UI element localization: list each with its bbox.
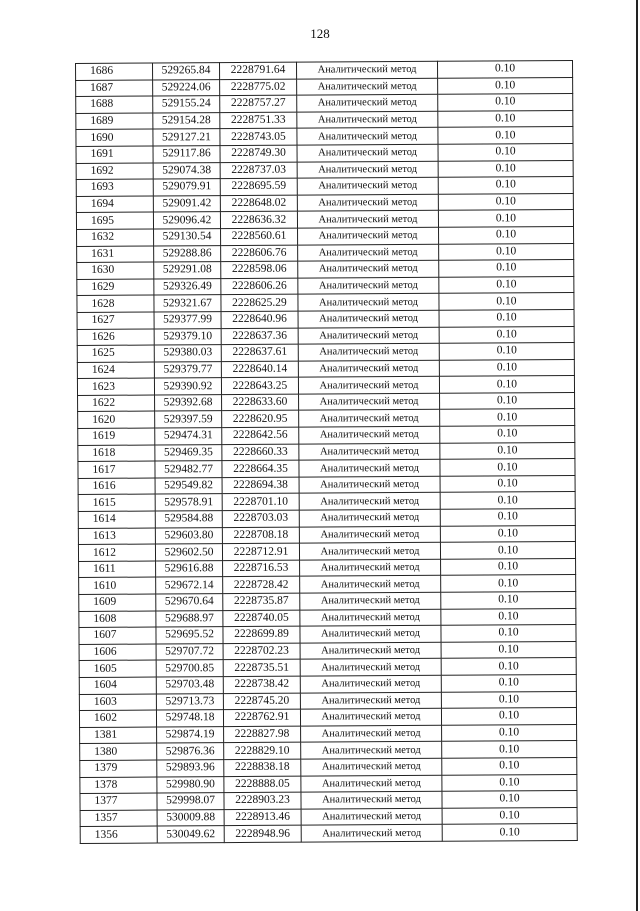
point-number-cell: 1615 bbox=[78, 494, 155, 511]
accuracy-cell: 0.10 bbox=[441, 691, 576, 708]
point-number-cell: 1627 bbox=[77, 312, 154, 329]
accuracy-cell: 0.10 bbox=[440, 459, 575, 476]
y-coordinate-cell: 2228637.36 bbox=[221, 328, 298, 345]
method-cell: Аналитический метод bbox=[298, 377, 439, 394]
method-cell: Аналитический метод bbox=[297, 94, 438, 111]
accuracy-cell: 0.10 bbox=[442, 757, 577, 774]
y-coordinate-cell: 2228749.30 bbox=[220, 145, 297, 162]
point-number-cell: 1616 bbox=[78, 478, 155, 495]
method-cell: Аналитический метод bbox=[299, 410, 440, 427]
method-cell: Аналитический метод bbox=[297, 144, 438, 161]
point-number-cell: 1356 bbox=[80, 826, 157, 843]
accuracy-cell: 0.10 bbox=[440, 426, 575, 443]
x-coordinate-cell: 529688.97 bbox=[156, 610, 223, 627]
accuracy-cell: 0.10 bbox=[438, 94, 573, 111]
y-coordinate-cell: 2228712.91 bbox=[222, 543, 299, 560]
point-number-cell: 1631 bbox=[77, 246, 154, 263]
point-number-cell: 1620 bbox=[78, 411, 155, 428]
x-coordinate-cell: 529265.84 bbox=[153, 63, 220, 80]
accuracy-cell: 0.10 bbox=[438, 127, 573, 144]
x-coordinate-cell: 529980.90 bbox=[157, 776, 224, 793]
accuracy-cell: 0.10 bbox=[439, 326, 574, 343]
method-cell: Аналитический метод bbox=[298, 244, 439, 261]
x-coordinate-cell: 529074.38 bbox=[153, 162, 220, 179]
method-cell: Аналитический метод bbox=[300, 609, 441, 626]
method-cell: Аналитический метод bbox=[300, 576, 441, 593]
method-cell: Аналитический метод bbox=[299, 526, 440, 543]
y-coordinate-cell: 2228827.98 bbox=[224, 726, 301, 743]
method-cell: Аналитический метод bbox=[300, 642, 441, 659]
point-number-cell: 1692 bbox=[76, 163, 153, 180]
y-coordinate-cell: 2228745.20 bbox=[223, 693, 300, 710]
y-coordinate-cell: 2228738.42 bbox=[223, 676, 300, 693]
point-number-cell: 1607 bbox=[79, 627, 156, 644]
method-cell: Аналитический метод bbox=[299, 542, 440, 559]
point-number-cell: 1604 bbox=[79, 677, 156, 694]
method-cell: Аналитический метод bbox=[297, 194, 438, 211]
y-coordinate-cell: 2228903.23 bbox=[224, 792, 301, 809]
x-coordinate-cell: 529603.80 bbox=[155, 527, 222, 544]
x-coordinate-cell: 529377.99 bbox=[154, 312, 221, 329]
y-coordinate-cell: 2228737.03 bbox=[220, 162, 297, 179]
method-cell: Аналитический метод bbox=[298, 343, 439, 360]
accuracy-cell: 0.10 bbox=[439, 260, 574, 277]
y-coordinate-cell: 2228708.18 bbox=[222, 527, 299, 544]
x-coordinate-cell: 529127.21 bbox=[153, 129, 220, 146]
x-coordinate-cell: 529390.92 bbox=[154, 378, 221, 395]
accuracy-cell: 0.10 bbox=[440, 492, 575, 509]
method-cell: Аналитический метод bbox=[299, 426, 440, 443]
point-number-cell: 1624 bbox=[77, 362, 154, 379]
method-cell: Аналитический метод bbox=[299, 393, 440, 410]
point-number-cell: 1377 bbox=[80, 793, 157, 810]
accuracy-cell: 0.10 bbox=[442, 774, 577, 791]
x-coordinate-cell: 529154.28 bbox=[153, 112, 220, 129]
y-coordinate-cell: 2228625.29 bbox=[221, 294, 298, 311]
y-coordinate-cell: 2228888.05 bbox=[224, 776, 301, 793]
method-cell: Аналитический метод bbox=[296, 61, 437, 78]
y-coordinate-cell: 2228664.35 bbox=[222, 460, 299, 477]
x-coordinate-cell: 529155.24 bbox=[153, 96, 220, 113]
x-coordinate-cell: 529616.88 bbox=[156, 560, 223, 577]
method-cell: Аналитический метод bbox=[301, 758, 442, 775]
accuracy-cell: 0.10 bbox=[438, 177, 573, 194]
x-coordinate-cell: 529379.10 bbox=[154, 328, 221, 345]
x-coordinate-cell: 529602.50 bbox=[155, 544, 222, 561]
y-coordinate-cell: 2228699.89 bbox=[223, 626, 300, 643]
y-coordinate-cell: 2228703.03 bbox=[222, 510, 299, 527]
method-cell: Аналитический метод bbox=[298, 260, 439, 277]
y-coordinate-cell: 2228643.25 bbox=[221, 377, 298, 394]
x-coordinate-cell: 529584.88 bbox=[155, 511, 222, 528]
accuracy-cell: 0.10 bbox=[438, 210, 573, 227]
point-number-cell: 1693 bbox=[76, 179, 153, 196]
accuracy-cell: 0.10 bbox=[441, 575, 576, 592]
scan-edge-line bbox=[636, 0, 638, 911]
coordinates-table-body bbox=[76, 60, 578, 843]
method-cell: Аналитический метод bbox=[298, 294, 439, 311]
point-number-cell: 1357 bbox=[80, 810, 157, 827]
x-coordinate-cell: 529380.03 bbox=[154, 345, 221, 362]
x-coordinate-cell: 529695.52 bbox=[156, 627, 223, 644]
point-number-cell: 1688 bbox=[76, 96, 153, 113]
point-number-cell: 1613 bbox=[78, 528, 155, 545]
accuracy-cell: 0.10 bbox=[441, 558, 576, 575]
accuracy-cell: 0.10 bbox=[441, 641, 576, 658]
point-number-cell: 1608 bbox=[79, 611, 156, 628]
method-cell: Аналитический метод bbox=[301, 775, 442, 792]
x-coordinate-cell: 529397.59 bbox=[155, 411, 222, 428]
point-number-cell: 1623 bbox=[77, 378, 154, 395]
y-coordinate-cell: 2228598.06 bbox=[221, 261, 298, 278]
x-coordinate-cell: 529713.73 bbox=[156, 693, 223, 710]
method-cell: Аналитический метод bbox=[297, 211, 438, 228]
method-cell: Аналитический метод bbox=[299, 509, 440, 526]
method-cell: Аналитический метод bbox=[297, 161, 438, 178]
y-coordinate-cell: 2228735.51 bbox=[223, 660, 300, 677]
accuracy-cell: 0.10 bbox=[441, 625, 576, 642]
x-coordinate-cell: 529079.91 bbox=[153, 179, 220, 196]
accuracy-cell: 0.10 bbox=[441, 608, 576, 625]
x-coordinate-cell: 529117.86 bbox=[153, 146, 220, 163]
point-number-cell: 1609 bbox=[79, 594, 156, 611]
y-coordinate-cell: 2228640.96 bbox=[221, 311, 298, 328]
accuracy-cell: 0.10 bbox=[438, 110, 573, 127]
accuracy-cell: 0.10 bbox=[441, 591, 576, 608]
point-number-cell: 1690 bbox=[76, 129, 153, 146]
x-coordinate-cell: 529392.68 bbox=[155, 394, 222, 411]
method-cell: Аналитический метод bbox=[300, 625, 441, 642]
x-coordinate-cell: 529670.64 bbox=[156, 594, 223, 611]
accuracy-cell: 0.10 bbox=[439, 243, 574, 260]
method-cell: Аналитический метод bbox=[297, 111, 438, 128]
x-coordinate-cell: 529321.67 bbox=[154, 295, 221, 312]
point-number-cell: 1612 bbox=[78, 544, 155, 561]
y-coordinate-cell: 2228757.27 bbox=[220, 95, 297, 112]
accuracy-cell: 0.10 bbox=[439, 293, 574, 310]
x-coordinate-cell: 530009.88 bbox=[157, 809, 224, 826]
x-coordinate-cell: 529672.14 bbox=[156, 577, 223, 594]
y-coordinate-cell: 2228620.95 bbox=[222, 411, 299, 428]
x-coordinate-cell: 529893.96 bbox=[157, 760, 224, 777]
method-cell: Аналитический метод bbox=[298, 277, 439, 294]
accuracy-cell: 0.10 bbox=[439, 343, 574, 360]
accuracy-cell: 0.10 bbox=[440, 542, 575, 559]
point-number-cell: 1603 bbox=[79, 694, 156, 711]
y-coordinate-cell: 2228775.02 bbox=[220, 79, 297, 96]
y-coordinate-cell: 2228948.96 bbox=[224, 825, 301, 842]
y-coordinate-cell: 2228740.05 bbox=[223, 610, 300, 627]
method-cell: Аналитический метод bbox=[298, 360, 439, 377]
table-row bbox=[80, 824, 577, 844]
y-coordinate-cell: 2228838.18 bbox=[224, 759, 301, 776]
method-cell: Аналитический метод bbox=[300, 592, 441, 609]
x-coordinate-cell: 529703.48 bbox=[156, 677, 223, 694]
point-number-cell: 1632 bbox=[77, 229, 154, 246]
method-cell: Аналитический метод bbox=[300, 659, 441, 676]
point-number-cell: 1611 bbox=[79, 561, 156, 578]
method-cell: Аналитический метод bbox=[301, 825, 442, 842]
x-coordinate-cell: 529876.36 bbox=[157, 743, 224, 760]
y-coordinate-cell: 2228606.76 bbox=[221, 245, 298, 262]
accuracy-cell: 0.10 bbox=[438, 160, 573, 177]
point-number-cell: 1622 bbox=[78, 395, 155, 412]
y-coordinate-cell: 2228560.61 bbox=[221, 228, 298, 245]
y-coordinate-cell: 2228640.14 bbox=[221, 361, 298, 378]
point-number-cell: 1686 bbox=[76, 63, 153, 80]
x-coordinate-cell: 529469.35 bbox=[155, 444, 222, 461]
accuracy-cell: 0.10 bbox=[440, 392, 575, 409]
accuracy-cell: 0.10 bbox=[441, 708, 576, 725]
y-coordinate-cell: 2228694.38 bbox=[222, 477, 299, 494]
point-number-cell: 1694 bbox=[76, 196, 153, 213]
y-coordinate-cell: 2228636.32 bbox=[220, 211, 297, 228]
y-coordinate-cell: 2228762.91 bbox=[223, 709, 300, 726]
x-coordinate-cell: 529096.42 bbox=[153, 212, 220, 229]
y-coordinate-cell: 2228702.23 bbox=[223, 643, 300, 660]
method-cell: Аналитический метод bbox=[297, 78, 438, 95]
y-coordinate-cell: 2228642.56 bbox=[222, 427, 299, 444]
point-number-cell: 1606 bbox=[79, 644, 156, 661]
accuracy-cell: 0.10 bbox=[442, 791, 577, 808]
y-coordinate-cell: 2228633.60 bbox=[222, 394, 299, 411]
method-cell: Аналитический метод bbox=[299, 493, 440, 510]
y-coordinate-cell: 2228751.33 bbox=[220, 112, 297, 129]
point-number-cell: 1379 bbox=[80, 760, 157, 777]
method-cell: Аналитический метод bbox=[301, 742, 442, 759]
point-number-cell: 1629 bbox=[77, 279, 154, 296]
y-coordinate-cell: 2228701.10 bbox=[222, 494, 299, 511]
y-coordinate-cell: 2228695.59 bbox=[220, 178, 297, 195]
accuracy-cell: 0.10 bbox=[439, 359, 574, 376]
method-cell: Аналитический метод bbox=[298, 310, 439, 327]
coordinates-table bbox=[75, 60, 578, 844]
point-number-cell: 1628 bbox=[77, 295, 154, 312]
method-cell: Аналитический метод bbox=[301, 791, 442, 808]
point-number-cell: 1625 bbox=[77, 345, 154, 362]
y-coordinate-cell: 2228791.64 bbox=[220, 62, 297, 79]
accuracy-cell: 0.10 bbox=[438, 77, 573, 94]
method-cell: Аналитический метод bbox=[298, 227, 439, 244]
y-coordinate-cell: 2228716.53 bbox=[223, 560, 300, 577]
x-coordinate-cell: 529482.77 bbox=[155, 461, 222, 478]
accuracy-cell: 0.10 bbox=[441, 674, 576, 691]
y-coordinate-cell: 2228637.61 bbox=[221, 344, 298, 361]
y-coordinate-cell: 2228743.05 bbox=[220, 129, 297, 146]
x-coordinate-cell: 529288.86 bbox=[154, 245, 221, 262]
point-number-cell: 1695 bbox=[76, 212, 153, 229]
x-coordinate-cell: 529091.42 bbox=[153, 195, 220, 212]
method-cell: Аналитический метод bbox=[301, 725, 442, 742]
method-cell: Аналитический метод bbox=[299, 476, 440, 493]
accuracy-cell: 0.10 bbox=[439, 276, 574, 293]
y-coordinate-cell: 2228913.46 bbox=[224, 809, 301, 826]
point-number-cell: 1602 bbox=[79, 710, 156, 727]
accuracy-cell: 0.10 bbox=[442, 824, 577, 841]
point-number-cell: 1691 bbox=[76, 146, 153, 163]
y-coordinate-cell: 2228648.02 bbox=[220, 195, 297, 212]
accuracy-cell: 0.10 bbox=[441, 658, 576, 675]
x-coordinate-cell: 529379.77 bbox=[154, 361, 221, 378]
accuracy-cell: 0.10 bbox=[440, 409, 575, 426]
x-coordinate-cell: 529998.07 bbox=[157, 793, 224, 810]
method-cell: Аналитический метод bbox=[301, 808, 442, 825]
method-cell: Аналитический метод bbox=[300, 675, 441, 692]
point-number-cell: 1614 bbox=[78, 511, 155, 528]
x-coordinate-cell: 529748.18 bbox=[156, 710, 223, 727]
accuracy-cell: 0.10 bbox=[442, 724, 577, 741]
point-number-cell: 1687 bbox=[76, 80, 153, 97]
accuracy-cell: 0.10 bbox=[442, 807, 577, 824]
y-coordinate-cell: 2228606.26 bbox=[221, 278, 298, 295]
accuracy-cell: 0.10 bbox=[438, 143, 573, 160]
point-number-cell: 1610 bbox=[79, 577, 156, 594]
accuracy-cell: 0.10 bbox=[439, 376, 574, 393]
point-number-cell: 1689 bbox=[76, 113, 153, 130]
accuracy-cell: 0.10 bbox=[440, 508, 575, 525]
accuracy-cell: 0.10 bbox=[438, 193, 573, 210]
x-coordinate-cell: 529700.85 bbox=[156, 660, 223, 677]
x-coordinate-cell: 529291.08 bbox=[154, 262, 221, 279]
x-coordinate-cell: 529326.49 bbox=[154, 278, 221, 295]
method-cell: Аналитический метод bbox=[297, 128, 438, 145]
point-number-cell: 1618 bbox=[78, 445, 155, 462]
accuracy-cell: 0.10 bbox=[437, 60, 572, 77]
accuracy-cell: 0.10 bbox=[440, 475, 575, 492]
x-coordinate-cell: 529474.31 bbox=[155, 428, 222, 445]
method-cell: Аналитический метод bbox=[300, 692, 441, 709]
page-number: 128 bbox=[310, 26, 330, 41]
accuracy-cell: 0.10 bbox=[442, 741, 577, 758]
point-number-cell: 1630 bbox=[77, 262, 154, 279]
point-number-cell: 1605 bbox=[79, 660, 156, 677]
point-number-cell: 1619 bbox=[78, 428, 155, 445]
y-coordinate-cell: 2228829.10 bbox=[224, 742, 301, 759]
accuracy-cell: 0.10 bbox=[439, 309, 574, 326]
method-cell: Аналитический метод bbox=[297, 177, 438, 194]
y-coordinate-cell: 2228735.87 bbox=[223, 593, 300, 610]
x-coordinate-cell: 529224.06 bbox=[153, 79, 220, 96]
x-coordinate-cell: 529549.82 bbox=[155, 477, 222, 494]
x-coordinate-cell: 529578.91 bbox=[155, 494, 222, 511]
method-cell: Аналитический метод bbox=[299, 460, 440, 477]
x-coordinate-cell: 529874.19 bbox=[157, 726, 224, 743]
x-coordinate-cell: 530049.62 bbox=[157, 826, 224, 843]
accuracy-cell: 0.10 bbox=[440, 525, 575, 542]
y-coordinate-cell: 2228728.42 bbox=[223, 577, 300, 594]
point-number-cell: 1380 bbox=[80, 743, 157, 760]
point-number-cell: 1381 bbox=[80, 727, 157, 744]
method-cell: Аналитический метод bbox=[298, 327, 439, 344]
method-cell: Аналитический метод bbox=[299, 443, 440, 460]
method-cell: Аналитический метод bbox=[300, 559, 441, 576]
accuracy-cell: 0.10 bbox=[440, 442, 575, 459]
method-cell: Аналитический метод bbox=[300, 708, 441, 725]
point-number-cell: 1378 bbox=[80, 777, 157, 794]
accuracy-cell: 0.10 bbox=[439, 226, 574, 243]
point-number-cell: 1617 bbox=[78, 461, 155, 478]
point-number-cell: 1626 bbox=[77, 329, 154, 346]
x-coordinate-cell: 529130.54 bbox=[154, 229, 221, 246]
x-coordinate-cell: 529707.72 bbox=[156, 643, 223, 660]
y-coordinate-cell: 2228660.33 bbox=[222, 444, 299, 461]
